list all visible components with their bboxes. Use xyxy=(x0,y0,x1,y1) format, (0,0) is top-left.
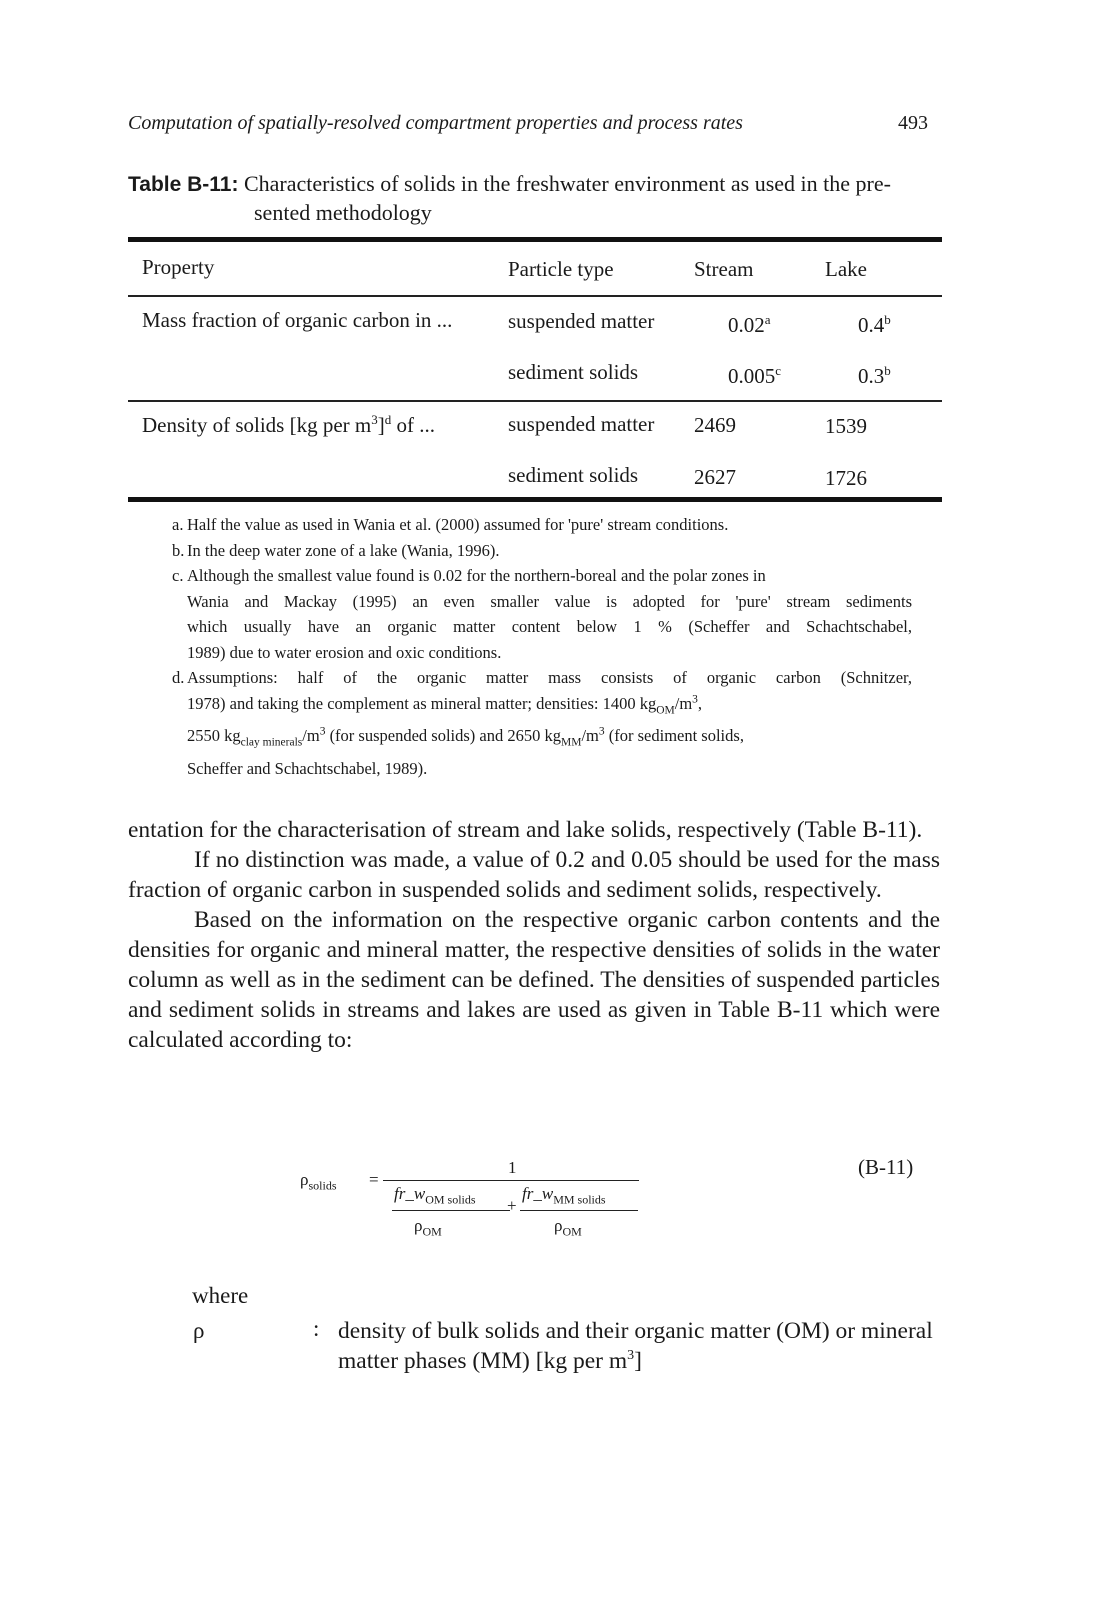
where-definition: density of bulk solids and their organic matter (OM) or mineral matter phases (MM) [kg per $m^3$] xyxy=(338,1318,933,1374)
table-cell-stream: 2627 xyxy=(694,465,736,489)
footnote-d: d. Assumptions: half of the organic matter mass consists of organic carbon (Schnitzer, 1978) and taking the complement as mineral matter; densities: 1400 $kg_{OM}/m^3$, 2550 $kg_{clay minerals}/m^3$ (for suspended solids) and 2650 $kg_{MM}/m^3$ (for sediment solids, Scheffer and Schachtschabel, 1989). xyxy=(172,668,912,779)
page-number: 493 xyxy=(898,112,928,134)
equation-term1-numerator: $fr\_w_{OM solids}$ xyxy=(394,1184,476,1207)
table-cell-stream: 0.005$^c$ xyxy=(728,363,782,388)
column-header-particle-type: Particle type xyxy=(508,257,614,281)
paragraph-3: Based on the information on the respective organic carbon contents and the densities for organic and mineral matter, the respective densities of solids in the water column as well as in the sediment can be defined. The densities of suspended particles and sediment solids in streams and lakes are used as given in Table B-11 which were calculated according to: xyxy=(128,907,940,1053)
equation-term2-bar xyxy=(520,1210,638,1211)
where-symbol: ρ xyxy=(193,1318,205,1343)
equation-label: (B-11) xyxy=(858,1155,914,1179)
column-header-stream: Stream xyxy=(694,257,754,281)
table-cell-particle-type: suspended matter xyxy=(508,412,655,436)
table-caption-line2: sented methodology xyxy=(254,200,432,225)
table-footnotes xyxy=(172,512,912,782)
table-cell-stream: 0.02$^a$ xyxy=(728,312,771,337)
table-caption-line1: Table B-11: Characteristics of solids in the freshwater environment as used in the pre- xyxy=(128,171,891,196)
running-title: Computation of spatially-resolved compartment properties and process rates xyxy=(128,112,743,134)
table-cell-lake: 0.4$^b$ xyxy=(858,312,891,337)
equation-term2-denominator: $\rho_{OM}$ xyxy=(554,1216,582,1239)
table-header-rule xyxy=(128,295,942,297)
equation-main-fraction-bar xyxy=(383,1180,639,1181)
table-cell-property: Density of solids [kg per $m^3]^d$ of ... xyxy=(142,412,435,437)
table-top-rule xyxy=(128,237,942,242)
table-cell-lake: 0.3$^b$ xyxy=(858,363,891,388)
where-label: where xyxy=(192,1283,249,1308)
table-cell-lake: 1539 xyxy=(825,414,867,438)
equation-term1-bar xyxy=(392,1210,510,1211)
table-caption xyxy=(128,170,948,227)
equation-term2-numerator: $fr\_w_{MM solids}$ xyxy=(522,1184,606,1207)
paragraph-2: If no distinction was made, a value of 0.2 and 0.05 should be used for the mass fraction of organic carbon in suspended solids and sediment solids, respectively. xyxy=(128,847,940,903)
paragraph-1: entation for the characterisation of stream and lake solids, respectively (Table B-11). xyxy=(128,817,923,843)
table-cell-lake: 1726 xyxy=(825,466,867,490)
footnote-c: c. Although the smallest value found is 0.02 for the northern-boreal and the polar zones in Wania and Mackay (1995) an even smaller value is adopted for 'pure' stream sediments which usually have an organic matter content below 1 % (Scheffer and Schachtschabel, 1989) due to water erosion and oxic conditions. xyxy=(172,566,912,662)
column-header-lake: Lake xyxy=(825,257,867,281)
equation-term1-denominator: $\rho_{OM}$ xyxy=(414,1216,442,1239)
footnote-a: a. Half the value as used in Wania et al. (2000) assumed for 'pure' stream conditions. xyxy=(172,515,729,534)
table-cell-property: Mass fraction of organic carbon in ... xyxy=(142,308,453,332)
table-group-rule xyxy=(128,400,942,402)
body-text xyxy=(128,815,940,1055)
table-bottom-rule xyxy=(128,497,942,502)
equation-plus: + xyxy=(507,1196,517,1215)
table-cell-particle-type: suspended matter xyxy=(508,309,655,333)
table-cell-particle-type: sediment solids xyxy=(508,360,639,384)
column-header-property: Property xyxy=(142,255,215,279)
table-label: Table B-11: xyxy=(128,173,239,196)
table-cell-stream: 2469 xyxy=(694,413,736,437)
footnote-b: b. In the deep water zone of a lake (Wania, 1996). xyxy=(172,540,500,560)
equation-equals: = xyxy=(369,1170,379,1189)
equation-lhs: $\rho_{solids}$ xyxy=(300,1170,337,1193)
where-colon: : xyxy=(313,1316,320,1341)
equation-numerator: 1 xyxy=(508,1158,517,1177)
table-cell-particle-type: sediment solids xyxy=(508,463,639,487)
